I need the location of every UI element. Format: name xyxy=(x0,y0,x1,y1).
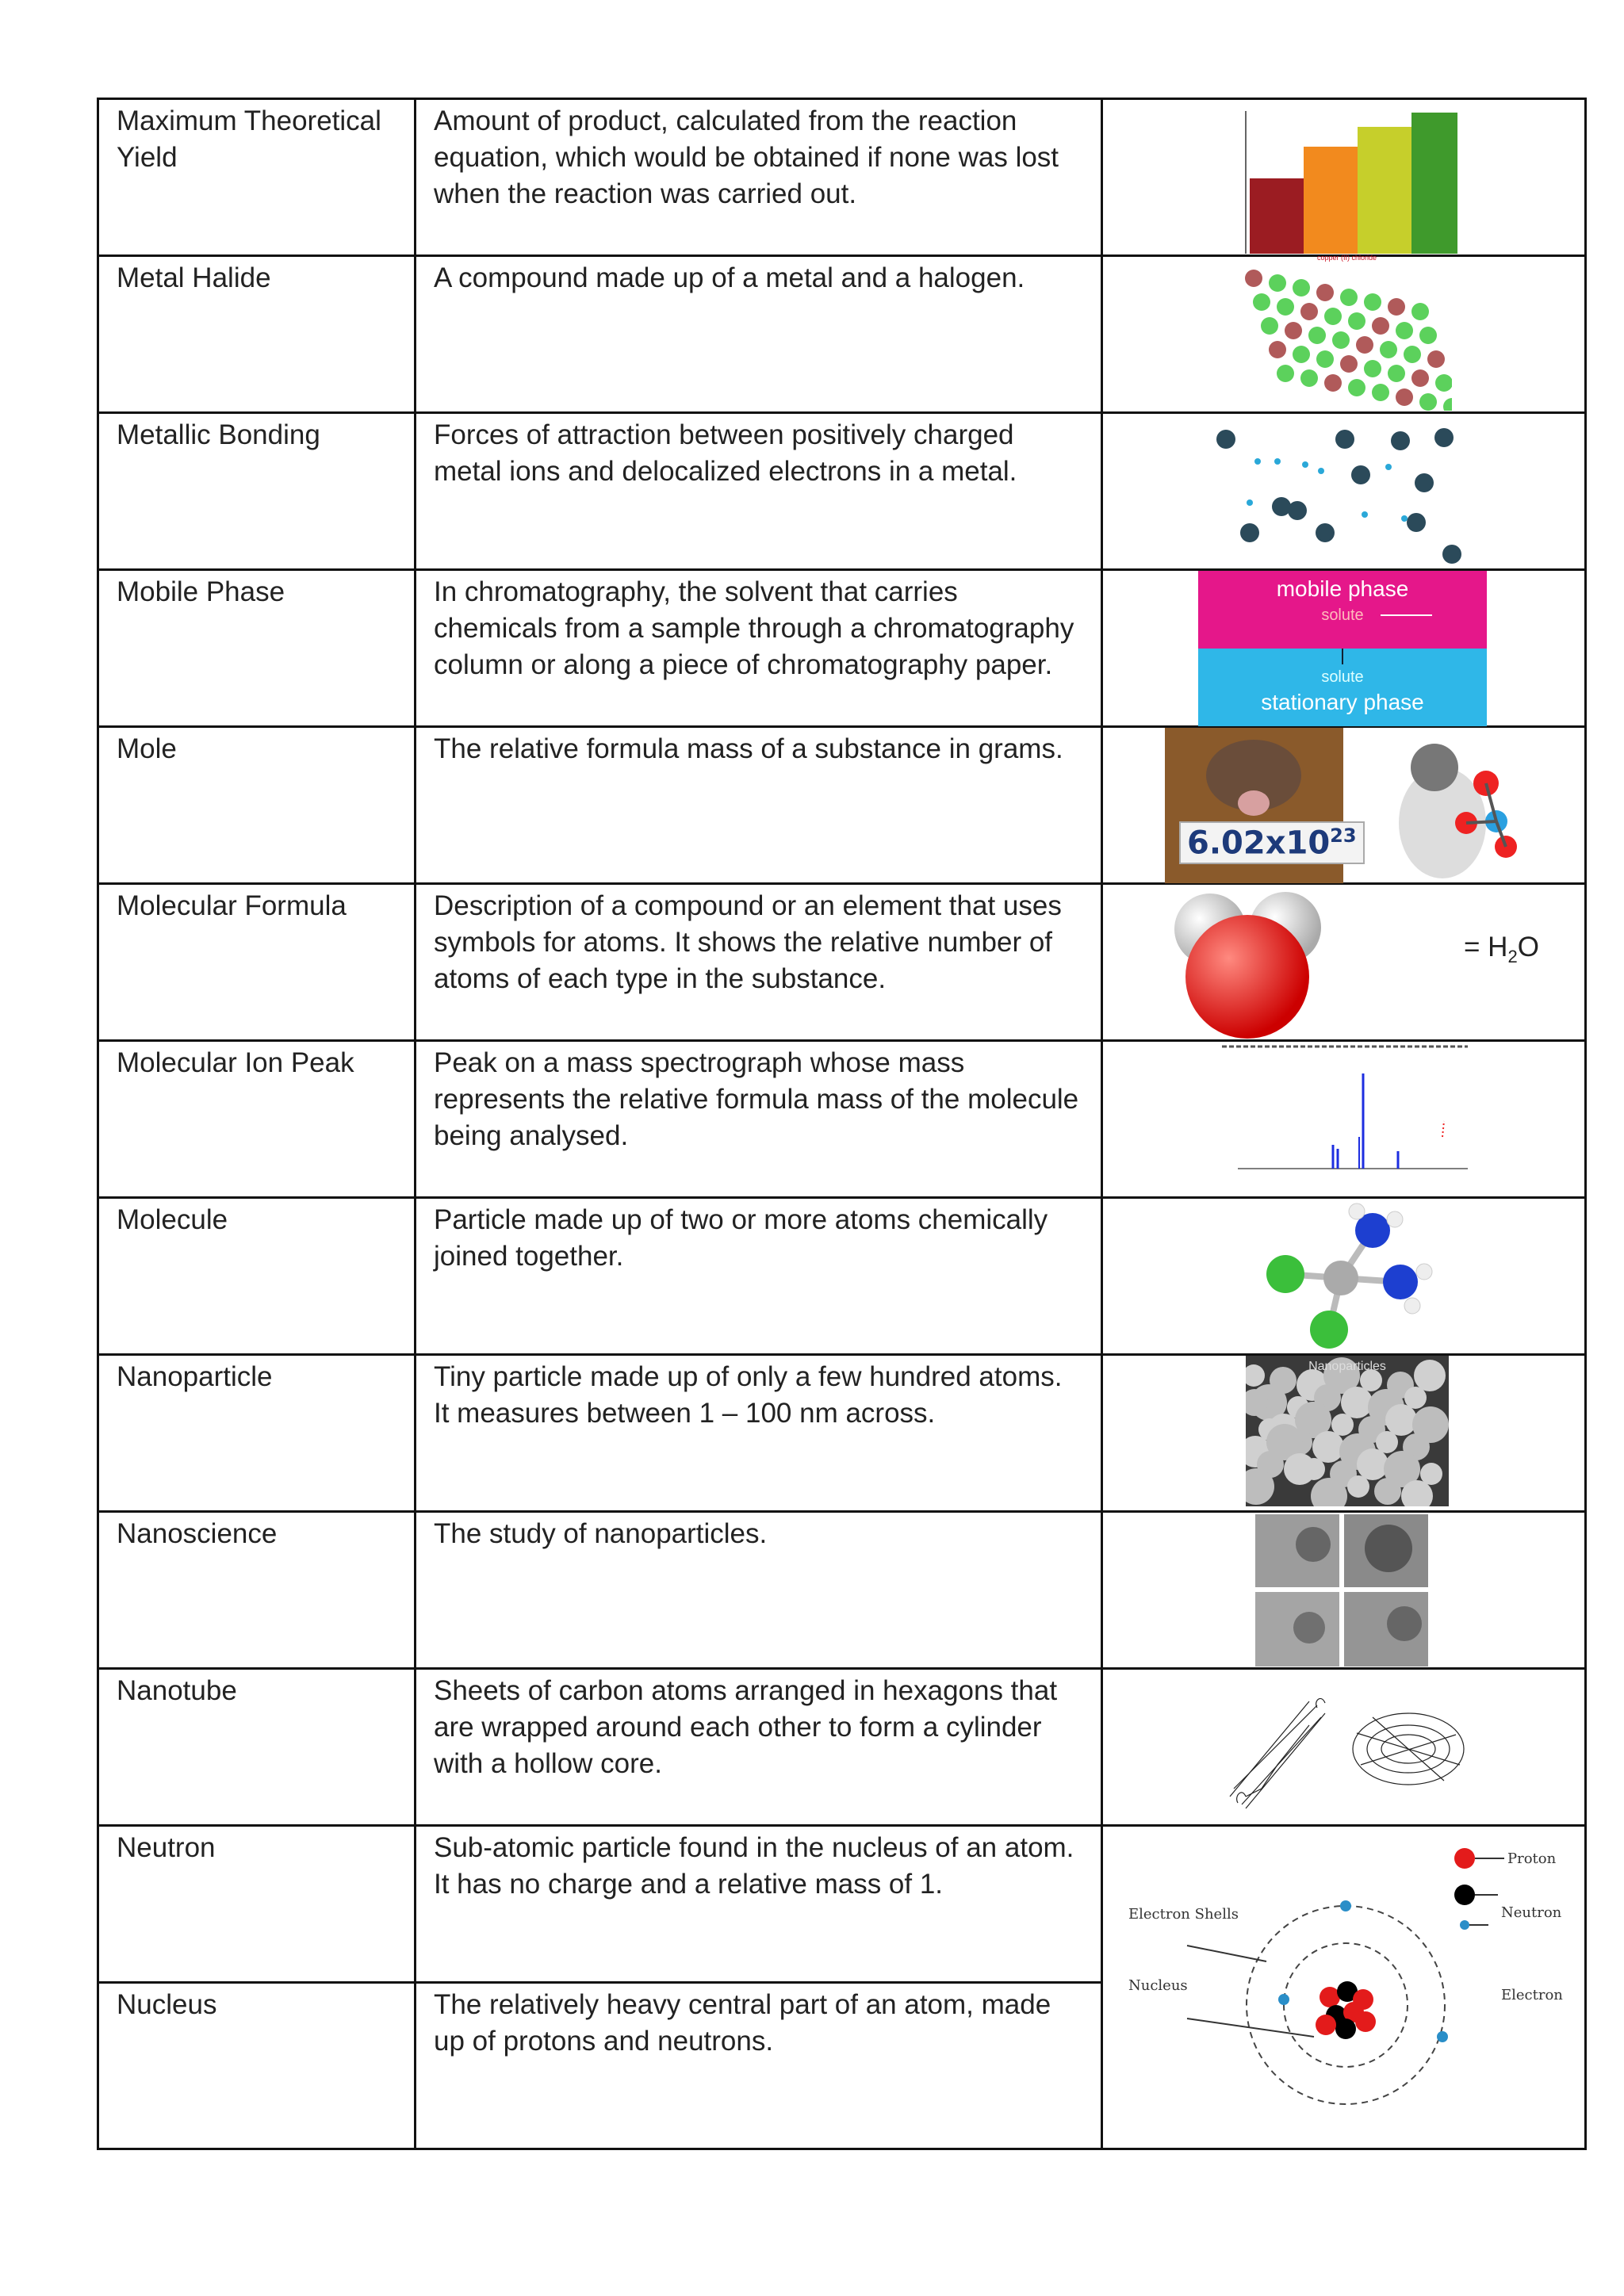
image-cell xyxy=(1102,1669,1586,1826)
electron-shells-label: Electron Shells xyxy=(1128,1906,1239,1923)
lattice-atom xyxy=(1277,298,1294,316)
metal-ion xyxy=(1407,513,1426,532)
lattice-figure xyxy=(1238,258,1452,411)
yield-caption: copper (II) chloride xyxy=(1317,254,1377,262)
lattice-atom xyxy=(1293,346,1310,363)
lattice-atom xyxy=(1364,293,1381,311)
term-cell: Nanotube xyxy=(98,1669,416,1826)
metal-ion xyxy=(1391,431,1410,450)
definition-cell: Amount of product, calculated from the reaction equation, which would be obtained if none was lost when the reaction was carried out. xyxy=(416,99,1102,256)
table-row xyxy=(98,1041,1586,1198)
definition-cell: In chromatography, the solvent that carries chemicals from a sample through a chromatography column or along a piece of chromatography paper. xyxy=(416,570,1102,727)
lattice-atom xyxy=(1316,350,1334,368)
lattice-atom xyxy=(1427,350,1445,368)
avogadro-number: $6.02x10^{23}$ xyxy=(1179,821,1365,864)
lattice-atom xyxy=(1372,317,1389,335)
definition-cell: A compound made up of a metal and a halogen. xyxy=(416,256,1102,413)
nano-label: Nanoparticles xyxy=(1308,1360,1386,1373)
image-cell xyxy=(1102,413,1586,570)
image-cell xyxy=(1102,1355,1586,1512)
lattice-atom xyxy=(1356,336,1373,354)
lattice-atom xyxy=(1411,303,1429,320)
term-cell: Mole xyxy=(98,727,416,884)
image-cell xyxy=(1102,727,1586,884)
term-cell: Metallic Bonding xyxy=(98,413,416,570)
molecule-figure xyxy=(1254,1199,1444,1354)
lattice-atom xyxy=(1340,355,1358,373)
image-cell xyxy=(1102,1512,1586,1669)
table-row xyxy=(98,1826,1586,1983)
nanoparticle xyxy=(1341,1387,1373,1418)
lattice-atom xyxy=(1340,289,1358,306)
definition-cell: The relative formula mass of a substance in grams. xyxy=(416,727,1102,884)
water-molecule-icon xyxy=(1166,888,1325,1043)
table-row xyxy=(98,884,1586,1041)
nucleon xyxy=(1320,1987,1340,2007)
nanoparticle-figure xyxy=(1246,1356,1449,1506)
lattice-atom xyxy=(1396,322,1413,339)
definition-cell: Sub-atomic particle found in the nucleus of an atom. It has no charge and a relative mass of 1. xyxy=(416,1826,1102,1983)
definition-cell: Forces of attraction between positively charged metal ions and delocalized electrons in a metal. xyxy=(416,413,1102,570)
image-cell xyxy=(1102,1041,1586,1198)
water-figure xyxy=(1166,888,1579,1043)
lattice-atom xyxy=(1419,327,1437,344)
lattice-atom xyxy=(1419,393,1437,411)
image-cell xyxy=(1102,256,1586,413)
term-cell: Nanoparticle xyxy=(98,1355,416,1512)
table-row xyxy=(98,99,1586,256)
lattice-atom xyxy=(1388,298,1405,316)
lattice-atom xyxy=(1261,317,1278,335)
nanoparticle xyxy=(1385,1404,1417,1436)
metal-ion xyxy=(1216,430,1235,449)
table-row xyxy=(98,1198,1586,1355)
lattice-atom xyxy=(1253,293,1270,311)
metal-ion xyxy=(1335,430,1354,449)
lattice-atom xyxy=(1443,398,1452,411)
image-cell xyxy=(1102,884,1586,1041)
lattice-atom xyxy=(1348,312,1365,330)
table-row xyxy=(98,570,1586,727)
lattice-atom xyxy=(1245,270,1262,287)
nucleon xyxy=(1316,2015,1336,2035)
metal-ion xyxy=(1415,473,1434,492)
stationary-phase-label: stationary phase xyxy=(1261,690,1424,714)
mole-figure xyxy=(1165,728,1522,883)
chromatography-figure xyxy=(1198,571,1487,726)
image-cell xyxy=(1102,99,1586,262)
image-cell xyxy=(1102,570,1586,727)
electron-dot xyxy=(1302,461,1308,468)
lattice-atom xyxy=(1316,284,1334,301)
image-cell xyxy=(1102,1198,1586,1355)
lattice-atom xyxy=(1332,331,1350,349)
term-cell: Nucleus xyxy=(98,1983,416,2149)
lattice-atom xyxy=(1277,365,1294,382)
table-row xyxy=(98,413,1586,570)
term-cell: Mobile Phase xyxy=(98,570,416,727)
lattice-atom xyxy=(1388,365,1405,382)
term-cell: Nanoscience xyxy=(98,1512,416,1669)
lattice-atom xyxy=(1300,369,1318,387)
term-cell: Neutron xyxy=(98,1826,416,1983)
metal-ion xyxy=(1288,501,1307,520)
metal-ion xyxy=(1442,545,1461,564)
water-formula: = $H_2O$ xyxy=(1464,932,1539,966)
term-cell: Metal Halide xyxy=(98,256,416,413)
electron-dot xyxy=(1247,499,1253,506)
lattice-atom xyxy=(1324,308,1342,325)
term-cell: Molecular Ion Peak xyxy=(98,1041,416,1198)
lattice-atom xyxy=(1285,322,1302,339)
definition-cell: Peak on a mass spectrograph whose mass represents the relative formula mass of the molecule being analysed. xyxy=(416,1041,1102,1198)
electron-dot xyxy=(1401,515,1408,522)
solute-top-label: solute xyxy=(1321,607,1364,624)
lattice-atom xyxy=(1435,374,1452,392)
yield-chart-figure xyxy=(1222,103,1460,262)
definition-cell: Description of a compound or an element that uses symbols for atoms. It shows the relative number of atoms of each type in the substance. xyxy=(416,884,1102,1041)
lattice-atom xyxy=(1396,388,1413,406)
nucleon xyxy=(1355,2011,1376,2032)
metal-ion xyxy=(1316,523,1335,542)
nanoparticle xyxy=(1312,1431,1344,1463)
electron-label: Electron xyxy=(1501,1987,1563,2003)
term-cell: Maximum Theoretical Yield xyxy=(98,99,416,256)
lattice-atom xyxy=(1348,379,1365,396)
nanoparticle xyxy=(1284,1453,1316,1485)
proton-label: Proton xyxy=(1507,1850,1557,1867)
lattice-atom xyxy=(1269,341,1286,358)
metal-ion xyxy=(1272,497,1291,516)
lattice-atom xyxy=(1372,384,1389,401)
electron-dot xyxy=(1362,511,1368,518)
electron-dot xyxy=(1318,468,1324,474)
definition-cell: Sheets of carbon atoms arranged in hexagons that are wrapped around each other to form a cylinder with a hollow core. xyxy=(416,1669,1102,1826)
metal-ion xyxy=(1434,428,1454,447)
nanoparticle xyxy=(1374,1478,1401,1505)
mass-spectrum-figure xyxy=(1214,1042,1476,1197)
nanoparticle xyxy=(1357,1448,1388,1480)
glossary-table xyxy=(97,98,1587,2150)
nucleon xyxy=(1335,2019,1356,2039)
electron-dot xyxy=(1385,464,1392,470)
lattice-atom xyxy=(1300,303,1318,320)
lattice-atom xyxy=(1308,327,1326,344)
image-cell xyxy=(1102,1826,1586,2149)
lattice-atom xyxy=(1364,360,1381,377)
electron-dot xyxy=(1274,458,1281,465)
metal-ion xyxy=(1240,523,1259,542)
metallic-bonding-figure xyxy=(1202,415,1472,568)
nanoparticle xyxy=(1347,1475,1369,1498)
electron-dot xyxy=(1254,458,1261,465)
lattice-atom xyxy=(1269,274,1286,292)
atom-diagram-figure xyxy=(1116,1835,1576,2136)
table-row xyxy=(98,1355,1586,1512)
nucleus-label: Nucleus xyxy=(1128,1977,1188,1994)
mobile-phase-label: mobile phase xyxy=(1276,576,1409,601)
nanoscience-figure xyxy=(1254,1513,1431,1668)
metal-ion xyxy=(1351,465,1370,484)
table-row xyxy=(98,256,1586,413)
lattice-atom xyxy=(1324,374,1342,392)
lattice-atom xyxy=(1404,346,1421,363)
nanotube-figure xyxy=(1214,1670,1476,1825)
definition-cell: The relatively heavy central part of an atom, made up of protons and neutrons. xyxy=(416,1983,1102,2149)
term-cell: Molecule xyxy=(98,1198,416,1355)
table-row xyxy=(98,1669,1586,1826)
neutron-label: Neutron xyxy=(1501,1904,1562,1921)
term-cell: Molecular Formula xyxy=(98,884,416,1041)
nanoparticle xyxy=(1414,1360,1446,1391)
lattice-atom xyxy=(1380,341,1397,358)
definition-cell: The study of nanoparticles. xyxy=(416,1512,1102,1669)
table-row xyxy=(98,727,1586,884)
lattice-atom xyxy=(1411,369,1429,387)
definition-cell: Particle made up of two or more atoms chemically joined together. xyxy=(416,1198,1102,1355)
lattice-atom xyxy=(1293,279,1310,297)
table-row xyxy=(98,1512,1586,1669)
solute-bottom-label: solute xyxy=(1321,668,1364,686)
definition-cell: Tiny particle made up of only a few hundred atoms. It measures between 1 – 100 nm across. xyxy=(416,1355,1102,1512)
